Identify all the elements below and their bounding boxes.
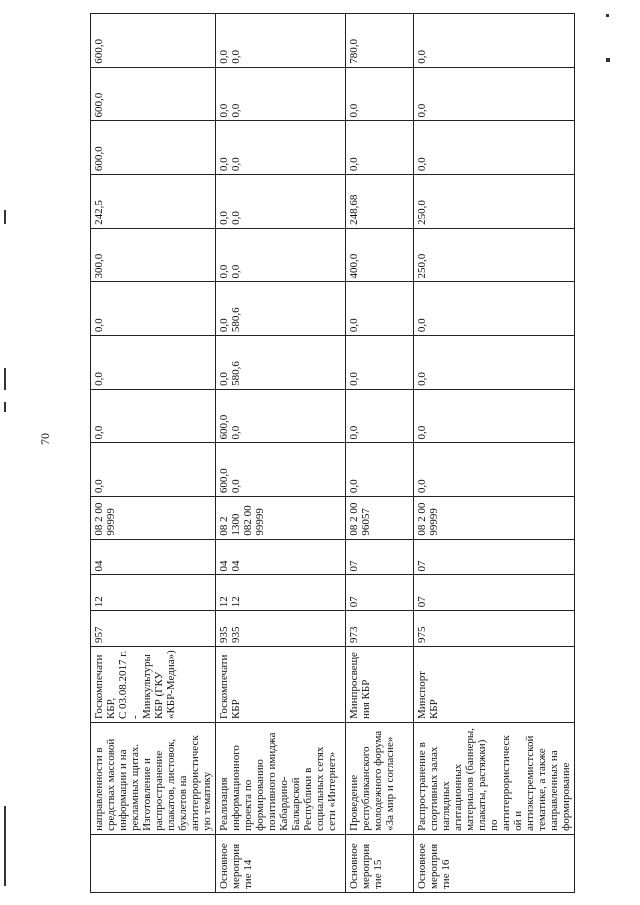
row-value-3: 0,0 580,6 (216, 336, 346, 390)
row-value-2: 0,0 (91, 389, 216, 443)
row-executor: Госкомпечати КБР (216, 647, 346, 723)
row-csr: 08 2 00 96057 (346, 497, 414, 539)
row-category (91, 834, 216, 892)
row-value-2: 0,0 (346, 389, 414, 443)
row-rz: 12 (91, 575, 216, 611)
row-value-2: 0,0 (414, 389, 575, 443)
row-category: Основное мероприя тие 14 (216, 834, 346, 892)
row-value-6: 242,5 (91, 175, 216, 229)
row-value-4: 0,0 (414, 282, 575, 336)
row-value-5: 0,0 0,0 (216, 228, 346, 282)
row-category: Основное мероприя тие 15 (346, 834, 414, 892)
scan-artifact-left-1 (4, 210, 6, 224)
row-value-6: 250,0 (414, 175, 575, 229)
scan-artifact-left-3 (4, 402, 6, 412)
row-rz: 12 12 (216, 575, 346, 611)
row-grbs: 935 935 (216, 611, 346, 647)
row-description: направленности в средствах массовой информации и на рекламных щитах. Изготовление и распространение плакатов, листовок, буклетов на антитеррористическ ую тематику (91, 723, 216, 835)
table-row (414, 14, 575, 893)
row-pr: 07 (346, 539, 414, 575)
row-value-1: 0,0 (91, 443, 216, 497)
row-value-5: 250,0 (414, 228, 575, 282)
row-executor: Минспорт КБР (414, 647, 575, 723)
row-value-4: 0,0 580,6 (216, 282, 346, 336)
row-value-1: 600,0 0,0 (216, 443, 346, 497)
row-value-3: 0,0 (346, 336, 414, 390)
row-value-5: 300,0 (91, 228, 216, 282)
page-number: 70 (38, 433, 52, 445)
row-value-6: 0,0 0,0 (216, 175, 346, 229)
row-grbs: 973 (346, 611, 414, 647)
row-description: Распространение в спортивных залах наглядных агитационных материалов (баннеры, плакаты, растяжки) по антитеррористическ ой и антиэкстремистской тематике, а также направленных на формирование (414, 723, 575, 835)
row-value-1: 0,0 (414, 443, 575, 497)
table-row (346, 14, 414, 893)
table-row (216, 14, 346, 893)
row-rz: 07 (346, 575, 414, 611)
row-executor: Госкомпечати КБР, С 03.08.2017 г. - Минкультуры КБР (ГКУ «КБР-Медиа») (91, 647, 216, 723)
budget-table-container (90, 0, 610, 905)
row-value-2: 600,0 0,0 (216, 389, 346, 443)
row-value-4: 0,0 (346, 282, 414, 336)
row-value-8: 0,0 0,0 (216, 67, 346, 121)
table-row (91, 14, 216, 893)
row-value-3: 0,0 (414, 336, 575, 390)
row-pr: 07 (414, 539, 575, 575)
row-grbs: 975 (414, 611, 575, 647)
row-executor: Минпросвеще ния КБР (346, 647, 414, 723)
row-csr: 08 2 1300 082 00 99999 (216, 497, 346, 539)
budget-table (90, 13, 575, 893)
row-csr: 08 2 00 99999 (91, 497, 216, 539)
row-value-8: 0,0 (346, 67, 414, 121)
row-rz: 07 (414, 575, 575, 611)
row-value-3: 0,0 (91, 336, 216, 390)
row-category: Основное мероприя тие 16 (414, 834, 575, 892)
row-pr: 04 04 (216, 539, 346, 575)
row-value-8: 0,0 (414, 67, 575, 121)
row-value-9: 600,0 (91, 14, 216, 68)
rotated-table (90, 0, 610, 905)
row-value-4: 0,0 (91, 282, 216, 336)
row-value-7: 0,0 (346, 121, 414, 175)
row-description: Проведение республиканского молодежного форума «За мир и согласие» (346, 723, 414, 835)
row-value-9: 0,0 (414, 14, 575, 68)
row-value-7: 600,0 (91, 121, 216, 175)
row-value-5: 400,0 (346, 228, 414, 282)
row-grbs: 957 (91, 611, 216, 647)
row-value-7: 0,0 (414, 121, 575, 175)
row-value-1: 0,0 (346, 443, 414, 497)
scan-artifact-left-4 (4, 806, 6, 886)
row-value-9: 0,0 0,0 (216, 14, 346, 68)
row-value-8: 600,0 (91, 67, 216, 121)
row-description: Реализация информационного проекта по формированию позитивного имиджа Кабардино-Балкарской Республики в социальных сетях сети «Интернет» (216, 723, 346, 835)
row-pr: 04 (91, 539, 216, 575)
row-value-7: 0,0 0,0 (216, 121, 346, 175)
row-csr: 08 2 00 99999 (414, 497, 575, 539)
row-value-9: 780,0 (346, 14, 414, 68)
row-value-6: 248,68 (346, 175, 414, 229)
scan-artifact-left-2 (4, 368, 6, 390)
